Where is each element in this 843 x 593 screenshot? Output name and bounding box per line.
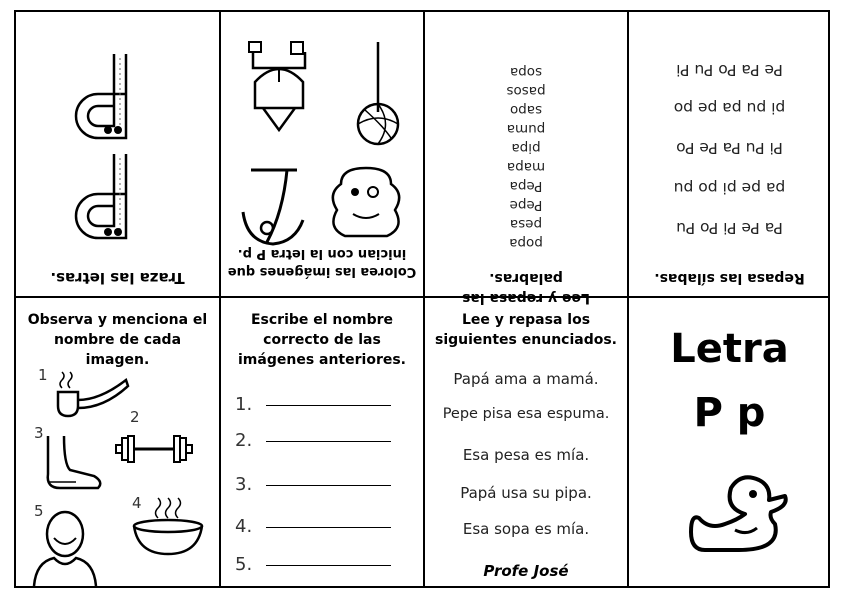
answer-line[interactable] [235, 394, 391, 415]
word: pasos [506, 83, 546, 99]
lamp-icon [239, 38, 319, 138]
duck-icon [685, 474, 795, 554]
word: sapo [509, 102, 543, 118]
sentence: Pepe pisa esa espuma. [442, 406, 610, 422]
word: Pepa [509, 178, 543, 194]
panel-read-words [425, 12, 627, 306]
write-rule [266, 565, 391, 566]
image-number: 5 [34, 502, 44, 520]
syllable-row: Pe Pa Po Pu Pi [676, 61, 783, 79]
answer-line[interactable] [235, 516, 391, 537]
image-number: 4 [132, 494, 142, 512]
image-number: 3 [34, 424, 44, 442]
word: pesa [509, 216, 543, 232]
dumbbell-icon [114, 434, 194, 464]
write-rule [266, 485, 391, 486]
sentence: Esa sopa es mía. [462, 520, 590, 538]
panel-trace-letters [16, 12, 219, 296]
answer-line[interactable] [235, 554, 391, 575]
syllable-row: pa pe pi po pu [673, 179, 786, 197]
image-number: 1 [38, 366, 48, 384]
pipe-icon [50, 370, 130, 420]
man-icon [30, 506, 100, 586]
panel-title: Observa y menciona el nombre de cada imagen. [27, 312, 208, 368]
panel-title: Lee y repasa las palabras. [462, 270, 590, 306]
sentence: Papá ama a mamá. [453, 370, 599, 388]
foot-icon [36, 434, 106, 494]
syllable-row: pi pu pa pe po [673, 99, 786, 117]
title-line: inician con la letra P p. [237, 246, 407, 261]
word: mapa [506, 159, 546, 175]
syllable-row: Pa Pe Pi Po Pu [676, 219, 783, 237]
word: pipa [511, 140, 541, 156]
sentence: Esa pesa es mía. [462, 446, 590, 464]
panel-read-sentences [425, 298, 627, 588]
panel-title: Repasa las sílabas. [654, 270, 805, 286]
write-rule [266, 441, 391, 442]
title-line: Colorea las imágenes que [227, 264, 417, 279]
panel-syllables [629, 12, 830, 296]
author-signature: Profe José [483, 562, 569, 580]
word: puma [506, 121, 546, 137]
word-list [425, 40, 627, 252]
cover-word: Letra [670, 326, 789, 372]
soup-bowl-icon [128, 496, 208, 556]
line-number: 2. [235, 430, 253, 451]
panel-title: Traza las letras. [50, 269, 185, 287]
panel-cover [629, 298, 830, 588]
lollipop-icon [353, 42, 403, 152]
syllable-list [629, 52, 830, 248]
word: sopa [509, 64, 543, 80]
teddy-toy-icon [321, 164, 411, 244]
line-number: 1. [235, 394, 253, 415]
panel-title: Escribe el nombre correcto de las imágenes anteriores. [238, 312, 406, 368]
write-rule [266, 405, 391, 406]
anchor-icon [237, 162, 317, 252]
panel-color-images [221, 12, 423, 296]
sentence: Papá usa su pipa. [460, 484, 592, 502]
line-number: 4. [235, 516, 253, 537]
word: Pepe [509, 197, 543, 213]
trace-letter-p-icon [68, 146, 148, 246]
answer-line[interactable] [235, 430, 391, 451]
cover-letters: P p [693, 390, 766, 436]
answer-line[interactable] [235, 474, 391, 495]
word: popa [509, 235, 543, 251]
image-number: 2 [130, 408, 140, 426]
write-rule [266, 527, 391, 528]
trace-letter-p-icon [68, 46, 148, 146]
line-number: 5. [235, 554, 253, 575]
line-number: 3. [235, 474, 253, 495]
panel-observe-images [16, 298, 219, 588]
panel-write-names [221, 298, 423, 588]
syllable-row: Pi Pu Pa Pe Po [676, 139, 783, 157]
panel-title: Lee y repasa los siguientes enunciados. [434, 312, 617, 348]
booklet-sheet [14, 10, 830, 588]
